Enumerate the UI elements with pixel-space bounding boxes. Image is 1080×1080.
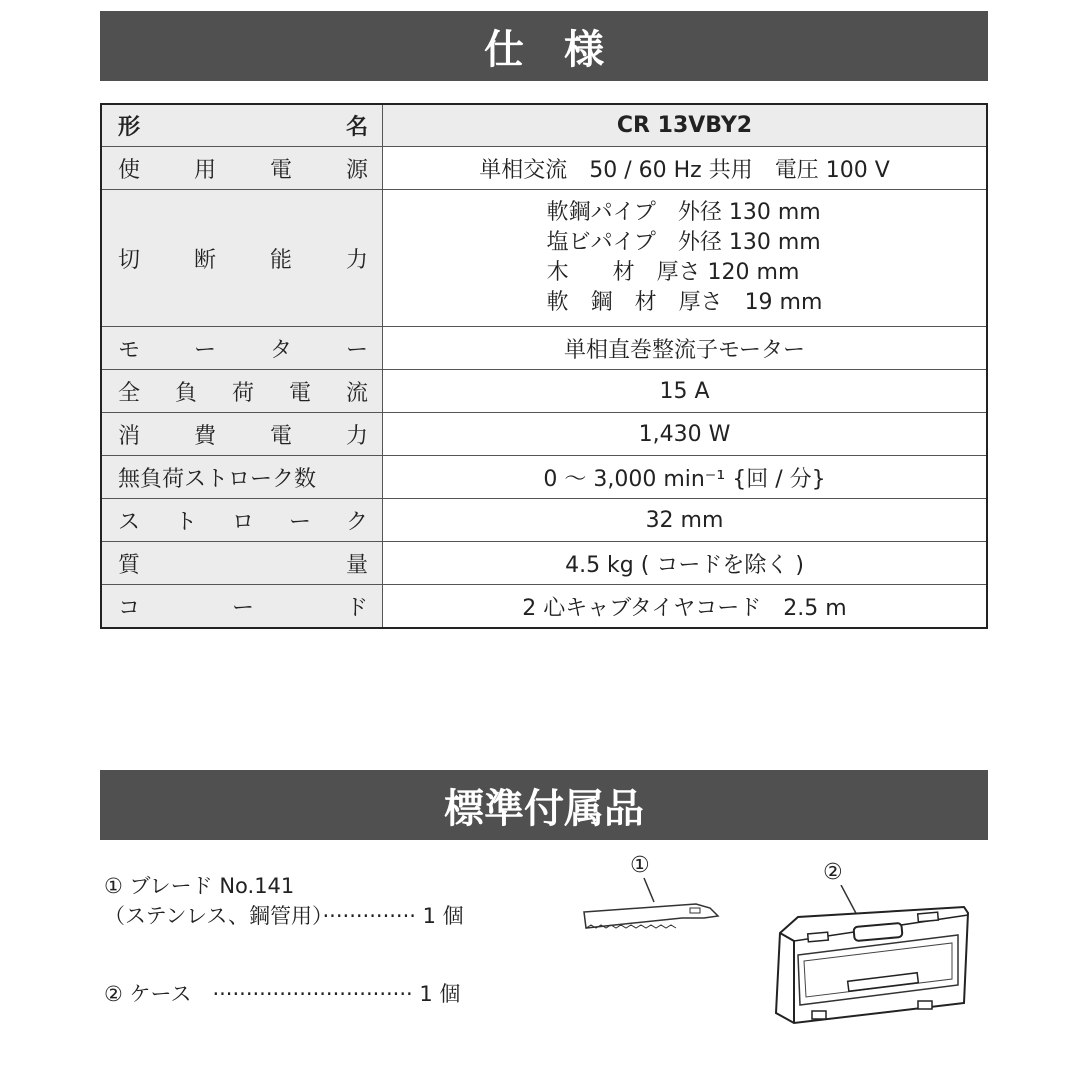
spec-row <box>101 327 987 370</box>
spec-label-char: 断 <box>193 247 216 273</box>
spec-value <box>383 104 988 147</box>
spec-label-char: ロ <box>231 509 254 535</box>
spec-label-char: 名 <box>345 115 368 140</box>
spec-label-char: ー <box>193 337 216 363</box>
spec-label-text <box>118 505 368 536</box>
spec-value <box>383 542 988 585</box>
spec-row <box>101 190 987 327</box>
spec-row <box>101 370 987 413</box>
spec-title-banner <box>100 11 988 81</box>
spec-label-char: 力 <box>345 247 368 273</box>
spec-value-text: 1,430 W <box>638 421 731 447</box>
spec-label-char: 切 <box>118 247 141 273</box>
spec-row <box>101 499 987 542</box>
spec-label-text <box>118 591 368 622</box>
spec-label <box>101 542 383 585</box>
spec-value-text: 単相交流 50 / 60 Hz 共用 電圧 100 V <box>479 157 890 183</box>
spec-value-text: 2 心キャブタイヤコード 2.5 m <box>522 595 847 621</box>
spec-label-char: ク <box>345 509 368 535</box>
spec-title: 仕様 <box>484 26 644 73</box>
spec-label <box>101 499 383 542</box>
spec-value-text: 15 A <box>659 378 710 404</box>
spec-label-char: コ <box>118 595 141 621</box>
spec-value-text: 単相直巻整流子モーター <box>563 337 806 363</box>
spec-value <box>383 456 988 499</box>
spec-value <box>383 147 988 190</box>
cutting-capacity-line: 軟 鋼 材 厚さ 19 mm <box>546 290 823 315</box>
spec-value <box>383 190 988 327</box>
spec-label <box>101 456 383 499</box>
spec-label-char: 流 <box>345 380 368 406</box>
spec-label-text <box>118 548 368 579</box>
spec-label-char: 電 <box>269 157 292 183</box>
spec-label-char: 消 <box>118 423 141 449</box>
spec-label-char: 力 <box>345 423 368 449</box>
spec-label-text <box>118 419 368 450</box>
spec-label-char: 源 <box>345 157 368 183</box>
spec-row <box>101 104 987 147</box>
spec-label-char: タ <box>269 337 292 363</box>
cutting-capacity-line: 軟鋼パイプ 外径 130 mm <box>546 200 821 225</box>
spec-label-char: 全 <box>118 380 141 406</box>
cutting-capacity-list <box>547 190 823 326</box>
spec-label-text <box>118 376 368 407</box>
accessories-title: 標準付属品 <box>444 785 644 832</box>
spec-value <box>383 499 988 542</box>
accessory-item-case: ② ケース ······························ 1 個 <box>104 982 461 1006</box>
spec-label-char: 荷 <box>231 380 254 406</box>
spec-value <box>383 585 988 629</box>
spec-label-char: 負 <box>174 380 197 406</box>
spec-label <box>101 104 383 147</box>
spec-value <box>383 370 988 413</box>
spec-label-text <box>118 333 368 364</box>
spec-value <box>383 413 988 456</box>
spec-label-char: ー <box>345 337 368 363</box>
spec-label-char: 能 <box>269 247 292 273</box>
spec-table <box>100 103 988 629</box>
spec-label-text <box>118 243 368 274</box>
spec-row <box>101 456 987 499</box>
accessory-item-blade: ① ブレード No.141 <box>104 874 295 898</box>
spec-label <box>101 413 383 456</box>
spec-value <box>383 327 988 370</box>
cutting-capacity-line: 木 材 厚さ 120 mm <box>546 260 800 285</box>
spec-label-char: 量 <box>345 552 368 578</box>
spec-label-char: 電 <box>288 380 311 406</box>
spec-label-char: 質 <box>118 552 141 578</box>
spec-value-text: 32 mm <box>645 507 724 533</box>
spec-label <box>101 190 383 327</box>
blade-marker: ① <box>630 853 650 878</box>
spec-label-char: ト <box>174 509 197 535</box>
carrying-case-icon <box>768 885 978 1030</box>
case-marker: ② <box>823 860 843 885</box>
spec-value-text: 4.5 kg ( コードを除く ) <box>565 552 804 578</box>
spec-label-char: 使 <box>118 157 141 183</box>
spec-label-text <box>118 110 368 141</box>
spec-label-text <box>118 462 368 493</box>
spec-label-text <box>118 153 368 184</box>
spec-value-text: CR 13VBY2 <box>616 113 753 138</box>
spec-label-char: 費 <box>193 423 216 449</box>
spec-label-char: 無負荷ストローク数 <box>118 466 317 492</box>
spec-label <box>101 147 383 190</box>
spec-value-text: 0 ～ 3,000 min⁻¹ {回 / 分} <box>543 466 826 492</box>
spec-label-char: 電 <box>269 423 292 449</box>
spec-label-char: ー <box>231 595 254 621</box>
spec-row <box>101 542 987 585</box>
spec-label-char: 形 <box>118 115 141 140</box>
spec-label-char: ド <box>345 595 368 621</box>
spec-row <box>101 413 987 456</box>
cutting-capacity-line: 塩ビパイプ 外径 130 mm <box>546 230 821 255</box>
spec-row <box>101 585 987 629</box>
spec-label <box>101 327 383 370</box>
spec-row <box>101 147 987 190</box>
saw-blade-icon <box>578 870 728 940</box>
spec-label-char: ー <box>288 509 311 535</box>
accessory-item-blade-detail: （ステンレス、鋼管用）·············· 1 個 <box>104 904 464 928</box>
accessories-title-banner <box>100 770 988 840</box>
spec-label <box>101 370 383 413</box>
spec-label-char: モ <box>118 337 141 363</box>
spec-label-char: 用 <box>193 157 216 183</box>
spec-label-char: ス <box>118 509 141 535</box>
spec-label <box>101 585 383 629</box>
